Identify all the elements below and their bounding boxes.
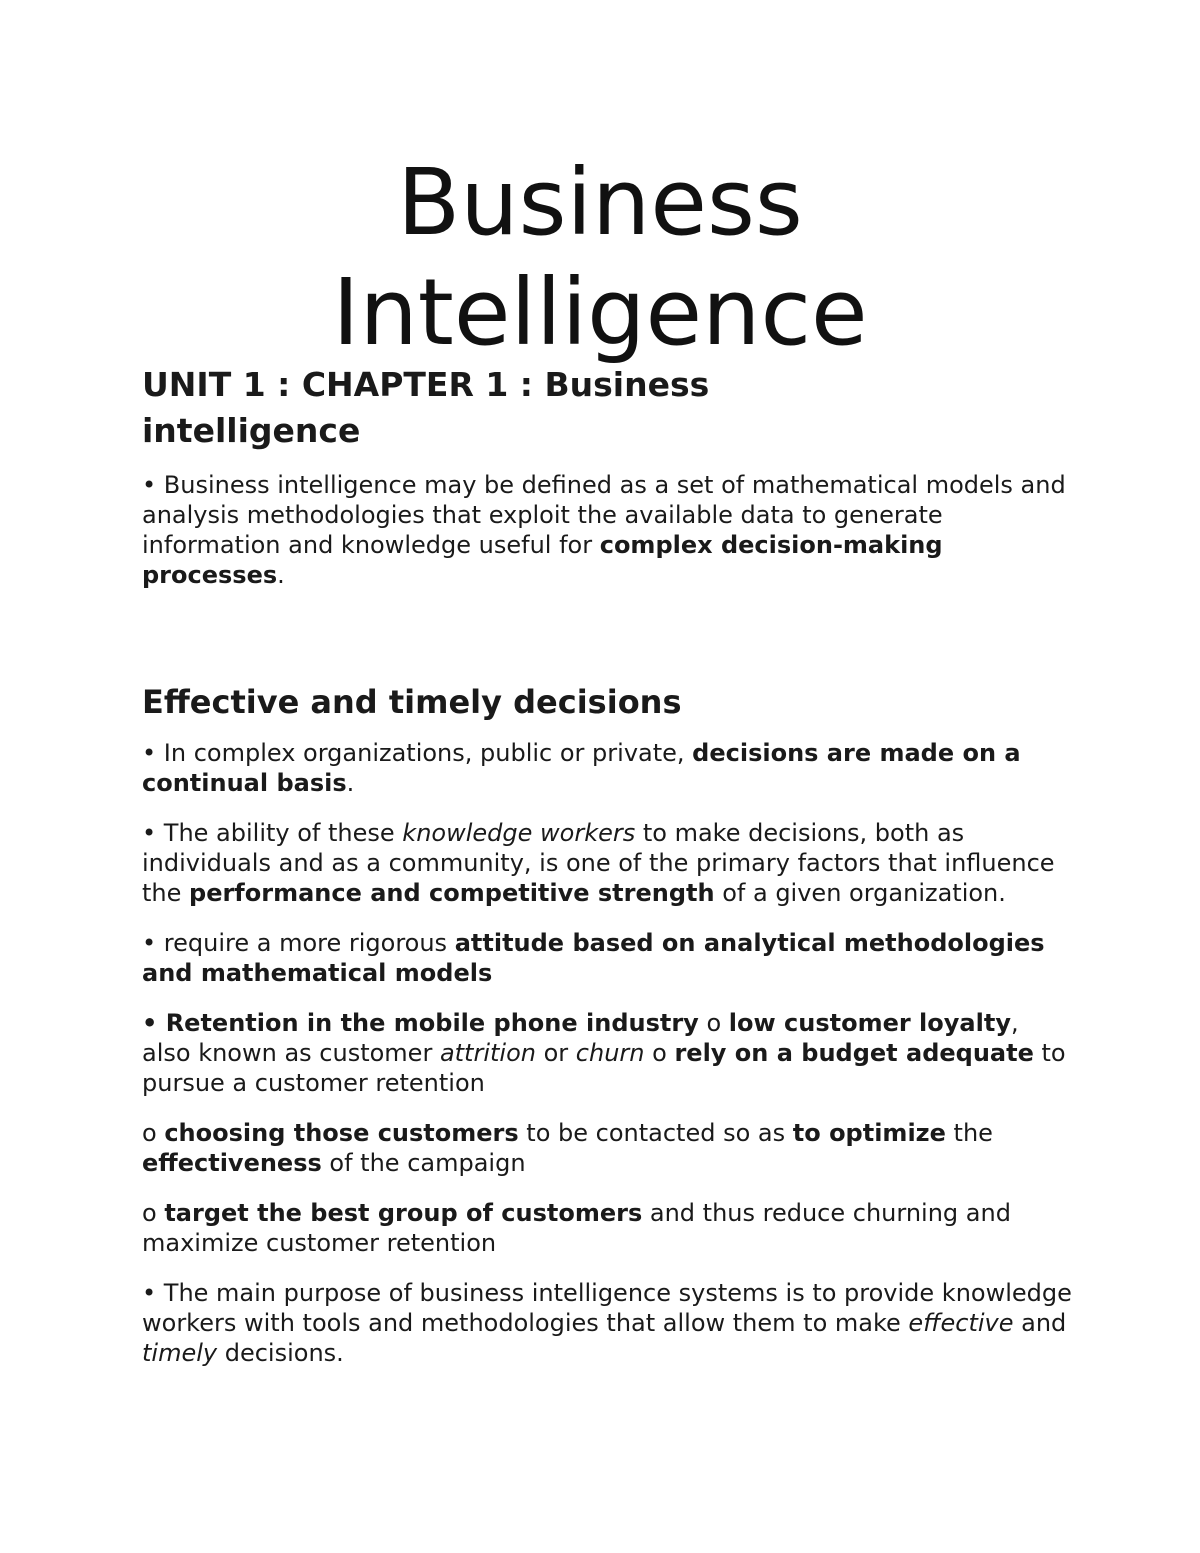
bullet-knowledge-workers (142, 818, 1072, 908)
bullet-text: . (346, 769, 355, 797)
bullet-text: • In complex organizations, public or private, (142, 739, 693, 767)
bullet-text: the (945, 1119, 993, 1147)
bullet-text: and thus reduce churning and maximize customer retention (142, 1199, 1011, 1257)
definition-paragraph (142, 470, 1072, 590)
title-line-2: Intelligence (332, 259, 868, 366)
bullet-emphasis: target the best group of customers (164, 1199, 643, 1227)
definition-end: . (277, 561, 285, 589)
bullet-text: of a given organization. (714, 879, 1006, 907)
bullet-main-purpose (142, 1278, 1072, 1368)
title-line-1: Business (397, 149, 803, 256)
bullet-emphasis: to optimize (792, 1119, 946, 1147)
bullet-italic: attrition (439, 1039, 536, 1067)
document-body (142, 362, 1072, 1388)
bullet-text: o (142, 1119, 165, 1147)
bullet-text: and (1013, 1309, 1067, 1337)
bullet-text: of the campaign (321, 1149, 526, 1177)
bullet-text: • require a more rigorous (142, 929, 455, 957)
bullet-text: • The main purpose of business intelligence systems is to provide knowledge workers with tools and methodologies that allow them to make (142, 1279, 1072, 1337)
bullet-emphasis: low customer loyalty (728, 1009, 1011, 1037)
spacer (142, 610, 1072, 680)
bullet-emphasis: effectiveness (142, 1149, 322, 1177)
bullet-text: • The ability of these (142, 819, 403, 847)
bullet-text: to pursue a customer retention (142, 1039, 1066, 1097)
bullet-italic: churn (575, 1039, 645, 1067)
bullet-rigorous-attitude (142, 928, 1072, 988)
bullet-text: o (142, 1199, 165, 1227)
bullet-text: to make decisions, both as individuals and as a community, is one of the primary factors that influence the (142, 819, 1055, 907)
section-heading: Effective and timely decisions (142, 683, 682, 721)
chapter-heading-line-2: intelligence (142, 411, 361, 450)
definition-text: • Business intelligence may be defined as a set of mathematical models and analysis methodologies that exploit the available data to generate information and knowledge useful for (142, 471, 1066, 559)
bullet-emphasis: choosing those customers (164, 1119, 519, 1147)
bullet-text: or (535, 1039, 576, 1067)
bullet-mobile-retention (142, 1008, 1072, 1098)
bullet-italic: effective (908, 1309, 1014, 1337)
bullet-emphasis: rely on a budget adequate (674, 1039, 1034, 1067)
bullet-italic: knowledge workers (402, 819, 636, 847)
bullet-text: , also known as customer (142, 1009, 1019, 1067)
subbullet-target-group (142, 1198, 1072, 1258)
bullet-emphasis: decisions are made on a continual basis (142, 739, 1021, 797)
subbullet-choosing-customers (142, 1118, 1072, 1178)
bullet-emphasis: attitude based on analytical methodologies and mathematical models (142, 929, 1045, 987)
definition-emphasis: complex decision-making processes (142, 531, 943, 589)
document-title (0, 148, 1200, 368)
bullet-text: decisions. (217, 1339, 344, 1367)
chapter-heading-line-1: UNIT 1 : CHAPTER 1 : Business (142, 365, 710, 404)
bullet-italic: timely (142, 1339, 218, 1367)
bullet-text: o (698, 1009, 729, 1037)
bullet-continual-decisions (142, 738, 1072, 798)
bullet-emphasis: performance and competitive strength (189, 879, 715, 907)
bullet-text: o (644, 1039, 675, 1067)
bullet-emphasis: • Retention in the mobile phone industry (142, 1009, 699, 1037)
bullet-text: to be contacted so as (518, 1119, 793, 1147)
chapter-heading (142, 362, 1072, 454)
